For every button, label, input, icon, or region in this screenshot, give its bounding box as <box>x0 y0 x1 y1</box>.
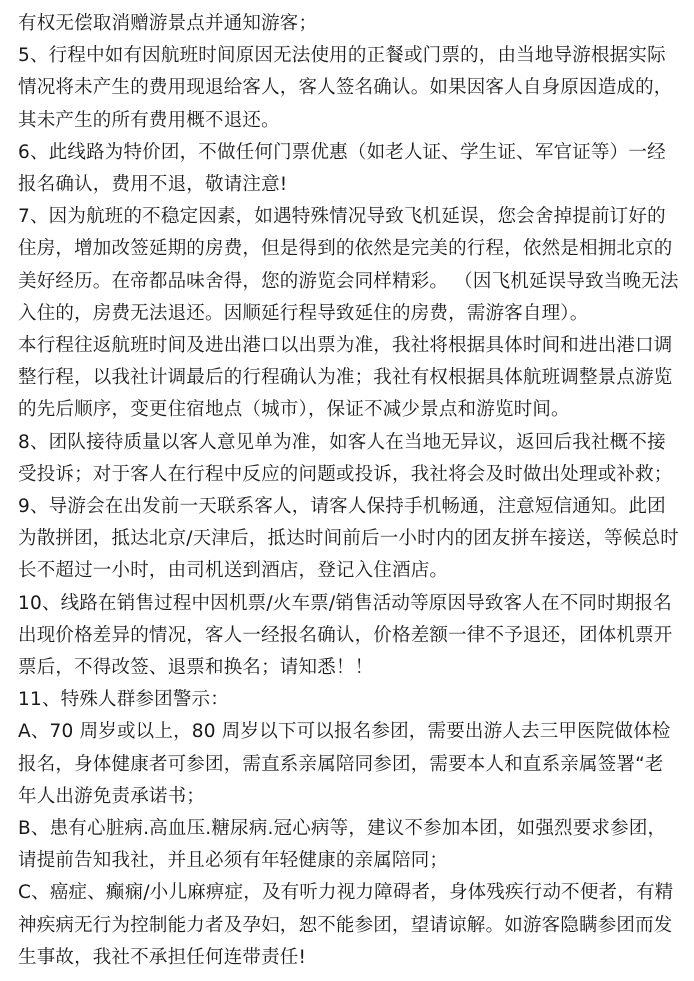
paragraph-clause-6: 6、此线路为特价团，不做任何门票优惠（如老人证、学生证、军官证等）一经报名确认，费用不退，敬请注意! <box>18 141 666 196</box>
paragraph-clause-10: 10、线路在销售过程中因机票/火车票/销售活动等原因导致客人在不同时期报名出现价格差异的情况，客人一经报名确认，价格差额一律不予退还，团体机票开票后，不得改签、退票和换名；请知悉！！ <box>18 592 673 679</box>
paragraph-cancel-attractions: 有权无偿取消赠游景点并通知游客； <box>18 13 318 34</box>
paragraph-warning-b: B、患有心脏病.高血压.糖尿病.冠心病等，建议不参加本团，如强烈要求参团，请提前告知我社，并且必须有年轻健康的亲属陪同； <box>18 818 667 872</box>
paragraph-clause-9: 9、导游会在出发前一天联系客人，请客人保持手机畅通，注意短信通知。此团为散拼团，抵达北京/天津后，抵达时间前后一小时内的团友拼车接送，等候总时长不超过一小时，由司机送到酒店，登记入住酒店。 <box>18 496 679 582</box>
paragraph-warning-c: C、癌症、癫痫/小儿麻痹症，及有听力视力障碍者，身体残疾行动不便者，有精神疾病无行为控制能力者及孕妇，恕不能参团，望请谅解。如游客隐瞒参团而发生事故，我社不承担任何连带责任! <box>18 882 674 968</box>
paragraph-flight-schedule: 本行程往返航班时间及进出港口以出票为准，我社将根据具体时间和进出港口调整行程，以我社计调最后的行程确认为准；我社有权根据具体航班调整景点游览的先后顺序，变更住宿地点（城市），保证不减少景点和游览时间。 <box>18 335 673 421</box>
paragraph-warning-a: A、70 周岁或以上，80 周岁以下可以报名参团，需要出游人去三甲医院做体检报名，身体健康者可参团，需直系亲属陪同参团，需要本人和直系亲属签署“老年人出游免责承诺书； <box>18 721 671 807</box>
paragraph-clause-8: 8、团队接待质量以客人意见单为准，如客人在当地无异议，返回后我社概不接受投诉；对于客人在行程中反应的问题或投诉，我社将会及时做出处理或补救； <box>18 431 673 485</box>
paragraph-clause-11-heading: 11、特殊人群参团警示： <box>18 689 229 711</box>
paragraph-clause-5: 5、行程中如有因航班时间原因无法使用的正餐或门票的，由当地导游根据实际情况将未产生的费用现退给客人，客人签名确认。如果因客人自身原因造成的，其未产生的所有费用概不退还。 <box>18 45 673 131</box>
paragraph-clause-7: 7、因为航班的不稳定因素，如遇特殊情况导致飞机延误，您会舍掉提前订好的住房，增加改签延期的房费，但是得到的依然是完美的行程，依然是相拥北京的美好经历。在帝都品味舍得，您的游览会同样精彩。 （因飞机延误导致当晚无法入住的，房费无法退还。因顺延行程导致延住的房费，需游客自理）。 <box>18 206 679 324</box>
